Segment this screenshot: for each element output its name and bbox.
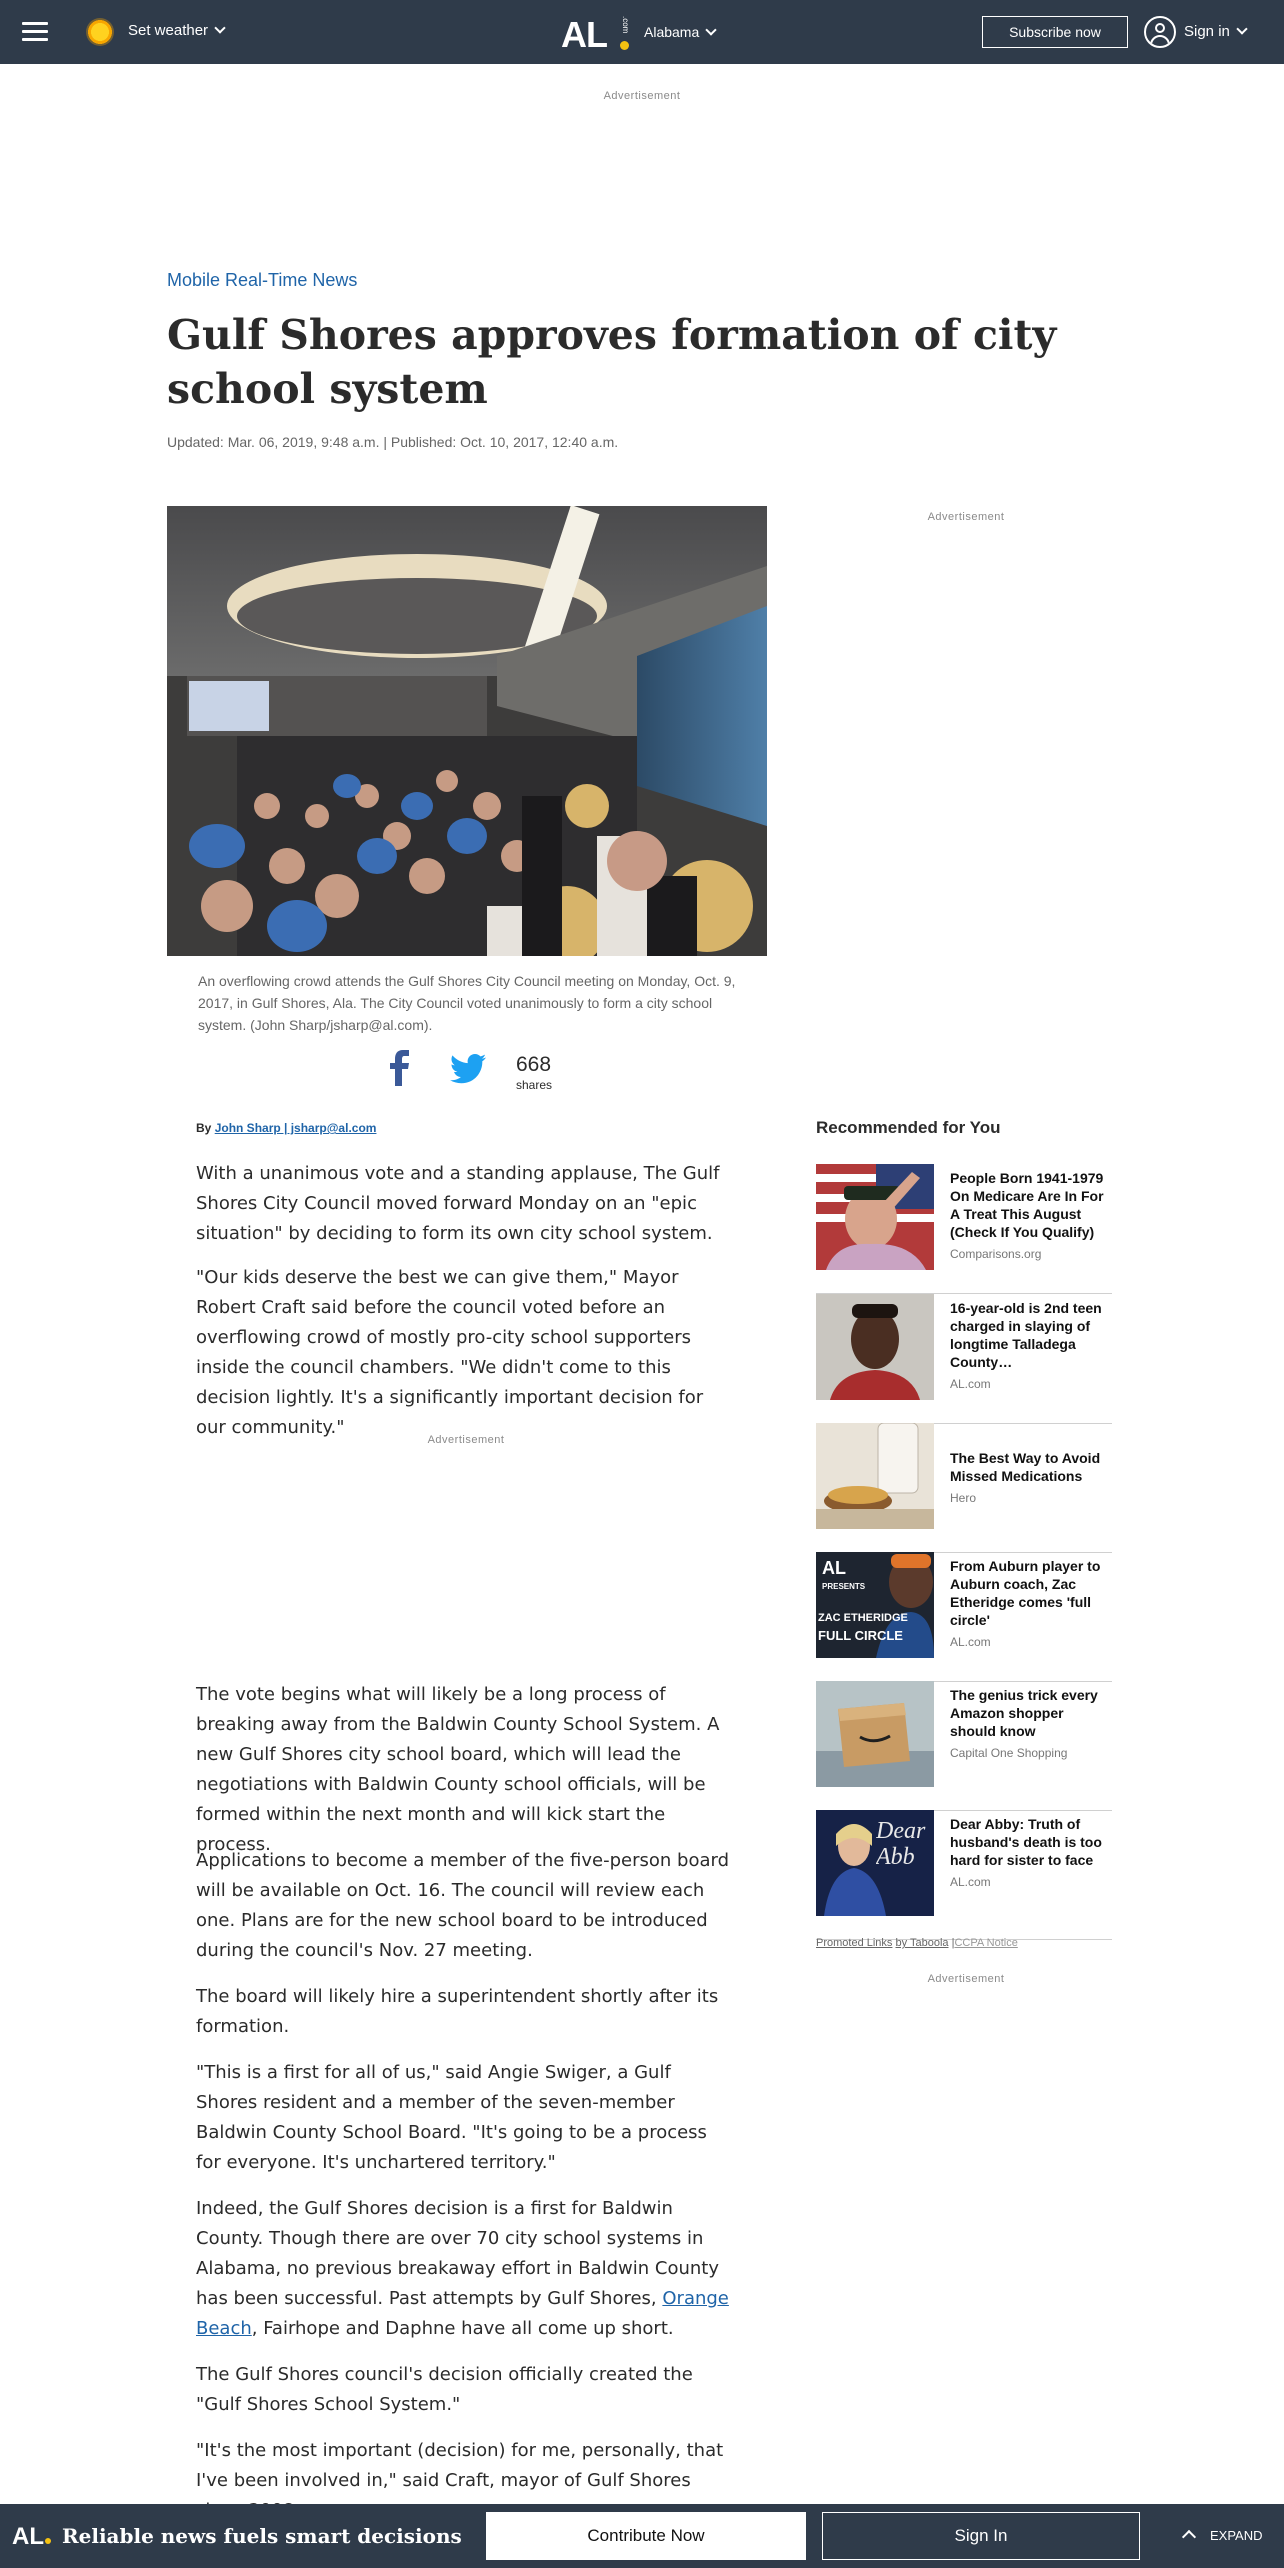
twitter-share-icon[interactable] [450,1054,486,1084]
recommended-item-title: Dear Abby: Truth of husband's death is too hard for sister to face [950,1816,1102,1868]
subscribe-button[interactable]: Subscribe now [982,16,1128,48]
article-paragraph: The board will likely hire a superintendent shortly after its formation. [196,1986,719,2037]
chevron-down-icon [706,24,717,35]
recommended-item-text [950,1449,1112,1507]
article-paragraph: "Our kids deserve the best we can give them," Mayor Robert Craft said before the council voted before an overflowing crowd of mostly pro-city school supporters inside the council chambers. "We didn't come to this decision lightly. It's a significantly important decision for our community." [196,1267,704,1438]
recommended-item-source: Capital One Shopping [950,1746,1068,1760]
set-weather-label: Set weather [128,22,209,39]
logo-dot-icon [620,41,629,50]
recommended-item-title: From Auburn player to Auburn coach, Zac Etheridge comes 'full circle' [950,1558,1101,1628]
logo-text: AL [561,14,607,55]
site-logo[interactable] [561,14,630,55]
recommended-item-text [950,1557,1112,1651]
thumb-text: Dear Abb [876,1818,926,1870]
recommended-item[interactable] [816,1294,1112,1424]
footer-logo-text: AL [12,2523,44,2550]
inline-ad-label: Advertisement [427,1434,505,1446]
recommended-item-source: Comparisons.org [950,1247,1042,1261]
byline-prefix: By [196,1121,212,1135]
chevron-up-icon[interactable] [1182,2530,1196,2544]
article-paragraph: The vote begins what will likely be a long process of breaking away from the Baldwin County School System. A new Gulf Shores city school board, which will lead the negotiations with Baldwin County school officials, will be formed within the next month and will kick start the process. [196,1684,720,1855]
recommended-thumbnail [816,1423,934,1529]
paragraph-text: Indeed, the Gulf Shores decision is a first for Baldwin County. Though there are over 70 city school systems in Alabama, no previous breakaway effort in Baldwin County has been successful. Past attempts by Gulf Shores, [196,2198,719,2309]
chevron-down-icon [1236,23,1247,34]
recommended-item-source: AL.com [950,1635,991,1649]
sidebar-ad-label: Advertisement [927,1973,1005,1985]
recommended-item[interactable] [816,1423,1112,1553]
recommended-item[interactable] [816,1810,1112,1940]
article-paragraph: "This is a first for all of us," said Angie Swiger, a Gulf Shores resident and a member of the seven-member Baldwin County School Board. "It's going to be a process for everyone. It's unchartered territory." [196,2062,707,2173]
section-link[interactable]: Mobile Real-Time News [167,270,358,290]
article-paragraph: The Gulf Shores council's decision officially created the "Gulf Shores School System." [196,2364,693,2415]
footer-sign-in-button[interactable]: Sign In [822,2512,1140,2560]
recommended-item[interactable] [816,1164,1112,1294]
thumb-logo-text: AL [822,1558,846,1578]
logo-dot-icon [45,2538,51,2544]
recommended-item[interactable] [816,1552,1112,1682]
region-selector[interactable] [644,24,715,40]
recommended-item[interactable] [816,1681,1112,1811]
recommended-item-title: 16-year-old is 2nd teen charged in slaying of longtime Talladega County… [950,1300,1102,1370]
logo-suffix: .com [621,16,630,34]
sidebar-ad-label: Advertisement [927,511,1005,523]
region-label: Alabama [644,24,700,40]
sign-in-link[interactable] [1184,23,1246,40]
ccpa-notice[interactable]: CCPA Notice [954,1937,1018,1949]
photo-caption: An overflowing crowd attends the Gulf Shores City Council meeting on Monday, Oct. 9, 2017, in Gulf Shores, Ala. The City Council voted unanimously to form a city school system. (John Sharp/jsharp@al.com). [198,973,736,1033]
recommended-title: Recommended for You [816,1118,1001,1137]
recommended-item-text [950,1686,1112,1762]
top-ad-label: Advertisement [603,90,681,102]
recommended-thumbnail [816,1164,934,1270]
recommended-thumbnail [816,1294,934,1400]
paragraph-text: , Fairhope and Daphne have all come up short. [251,2318,674,2339]
article-paragraph [196,2194,736,2344]
recommended-item-text [950,1815,1112,1891]
set-weather-button[interactable] [128,22,224,39]
recommended-item-title: The genius trick every Amazon shopper should know [950,1687,1098,1739]
by-taboola[interactable]: by Taboola [895,1937,949,1949]
top-navigation [0,0,1284,64]
article-headline: Gulf Shores approves formation of city school system [167,311,1057,413]
facebook-share-icon[interactable] [388,1050,412,1086]
promoted-links[interactable]: Promoted Links [816,1937,893,1949]
author-link[interactable]: John Sharp | jsharp@al.com [214,1121,377,1135]
sun-icon[interactable] [86,18,114,46]
footer-logo[interactable] [12,2523,51,2551]
article-paragraph: With a unanimous vote and a standing applause, The Gulf Shores City Council moved forward Monday on an "epic situation" by deciding to form its own city school system. [196,1163,720,1244]
orange-beach-link[interactable]: Orange Beach [196,2288,729,2339]
article-photo[interactable] [167,506,767,956]
byline [196,1121,376,1135]
footer-tagline: Reliable news fuels smart decisions [62,2524,462,2548]
contribute-button[interactable]: Contribute Now [486,2512,806,2560]
recommended-thumbnail [816,1552,934,1658]
thumb-text: PRESENTS [822,1582,866,1591]
recommended-item-source: AL.com [950,1875,991,1889]
sticky-footer [0,2504,1284,2568]
recommended-item-source: AL.com [950,1377,991,1391]
recommended-thumbnail [816,1681,934,1787]
article-paragraph: Applications to become a member of the five-person board will be available on Oct. 16. The council will review each one. Plans are for the new school board to be introduced during the council's Nov. 27 meeting. [196,1850,730,1961]
menu-icon[interactable] [22,22,48,42]
recommended-item-text [950,1299,1112,1393]
expand-button[interactable]: EXPAND [1210,2528,1263,2543]
chevron-down-icon [214,22,225,33]
recommended-item-text [950,1169,1112,1263]
article-dates: Updated: Mar. 06, 2019, 9:48 a.m. | Published: Oct. 10, 2017, 12:40 a.m. [167,434,619,450]
taboola-links [816,1937,1018,1949]
recommended-item-source: Hero [950,1491,977,1505]
thumb-text: FULL CIRCLE [818,1628,903,1643]
article-paragraph: "It's the most important (decision) for me, personally, that I've been involved in," said Craft, mayor of Gulf Shores [196,2440,724,2491]
share-count-label: shares [516,1078,553,1092]
sign-in-label: Sign in [1184,23,1230,40]
user-icon[interactable] [1144,16,1176,48]
recommended-item-title: People Born 1941-1979 On Medicare Are In For A Treat This August (Check If You Qualify) [950,1170,1104,1240]
share-count: 668 [516,1053,552,1076]
taboola-separator: | [951,1937,955,1949]
thumb-text: ZAC ETHERIDGE [818,1612,908,1624]
recommended-item-title: The Best Way to Avoid Missed Medications [950,1450,1101,1484]
recommended-thumbnail [816,1810,934,1916]
